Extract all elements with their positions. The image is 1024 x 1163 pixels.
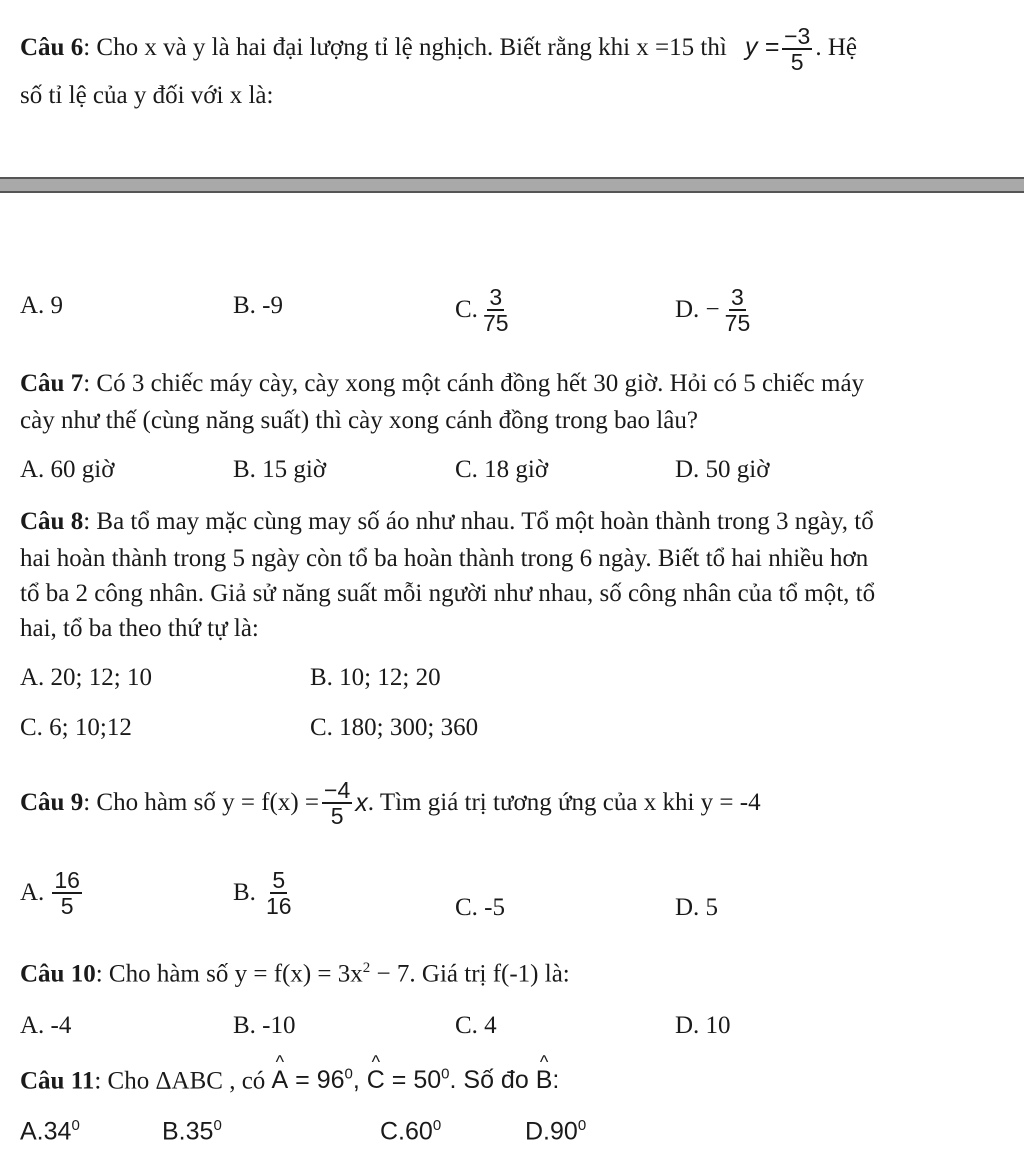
q6-frac-den: 5 [790, 49, 804, 76]
q7-option-b[interactable]: B. 15 giờ [233, 456, 327, 483]
q11-eq-a: = 96 [288, 1066, 345, 1095]
q9-frac-num: −4 [324, 777, 351, 803]
q10-text-a: : Cho hàm số y = f(x) = 3x [95, 960, 363, 988]
q6-label: Câu 6 [20, 33, 84, 61]
q6-opt-d-den: 75 [724, 310, 751, 337]
q11-label: Câu 11 [20, 1067, 95, 1095]
q9-label: Câu 9 [20, 789, 84, 817]
q8-option-c2[interactable]: C. 180; 300; 360 [310, 714, 479, 741]
q6-line2: số tỉ lệ của y đối với x là: [20, 82, 274, 109]
q9-opt-b-label: B. [233, 879, 256, 907]
q9-opt-b-num: 5 [272, 867, 286, 893]
q10-exponent: 2 [362, 960, 371, 976]
q8-line3: tổ ba 2 công nhân. Giả sử năng suất mỗi người như nhau, số công nhân của tổ một, tổ [20, 580, 876, 607]
q11-option-d[interactable] [525, 1117, 586, 1146]
q7-option-a[interactable]: A. 60 giờ [20, 456, 115, 483]
q7-option-d[interactable]: D. 50 giờ [675, 456, 770, 483]
q10-option-a[interactable]: A. -4 [20, 1012, 72, 1039]
q10-option-b[interactable]: B. -10 [233, 1012, 296, 1039]
q8-line4: hai, tổ ba theo thứ tự là: [20, 615, 259, 642]
q11-deg-c: 0 [441, 1066, 450, 1083]
q11-opt-b-deg: 0 [213, 1117, 222, 1134]
q8-text-1: : Ba tổ may mặc cùng may số áo như nhau. Tổ một hoàn thành trong 3 ngày, tổ [83, 508, 874, 535]
q6-opt-c-num: 3 [489, 284, 503, 310]
q6-opt-a-text: A. 9 [20, 292, 64, 319]
q10-label: Câu 10 [20, 960, 96, 988]
q8-line1 [20, 508, 874, 536]
q6-text-a: : Cho x và y là hai đại lượng tỉ lệ nghịch. Biết rằng khi x =15 thì [83, 33, 727, 61]
q6-option-a[interactable] [20, 292, 63, 320]
q11-angle-b: ^ B [536, 1066, 553, 1095]
q6-opt-d-label: D. − [675, 296, 720, 324]
q9-opt-b-fraction [264, 868, 294, 918]
q10-text-b: − 7. Giá trị f(-1) là: [370, 960, 570, 988]
q8-option-c[interactable]: C. 6; 10;12 [20, 714, 132, 741]
q11-opt-a-deg: 0 [71, 1117, 80, 1134]
q11-opt-c-text: C.60 [380, 1117, 433, 1146]
q9-opt-a-num: 16 [54, 867, 80, 893]
q7-line2: cày như thế (cùng năng suất) thì cày xong cánh đồng trong bao lâu? [20, 407, 698, 434]
q9-option-a[interactable] [20, 868, 85, 918]
q6-opt-d-fraction [723, 285, 753, 335]
q6-opt-c-fraction [481, 285, 511, 335]
q6-frac-num: −3 [784, 23, 811, 49]
q11-colon: : [552, 1066, 560, 1095]
q6-text-b: . Hệ [815, 33, 857, 61]
q6-option-b[interactable] [233, 292, 283, 320]
q6-opt-c-den: 75 [482, 310, 509, 337]
q11-opt-d-text: D.90 [525, 1117, 578, 1146]
q9-var: x [355, 788, 368, 817]
q11-sep: , [352, 1066, 360, 1095]
q10-option-d[interactable]: D. 10 [675, 1012, 731, 1039]
q11-eq-c: = 50 [384, 1066, 442, 1095]
q11-opt-d-deg: 0 [577, 1117, 587, 1134]
q11-option-a[interactable] [20, 1117, 80, 1146]
q10-line1 [20, 960, 570, 988]
q11-deg-a: 0 [344, 1066, 353, 1083]
q8-option-a[interactable]: A. 20; 12; 10 [20, 664, 152, 691]
q9-text-b: . Tìm giá trị tương ứng của x khi y = -4 [367, 789, 761, 817]
q9-text-a: : Cho hàm số y = f(x) = [83, 789, 320, 817]
q6-option-d[interactable] [675, 285, 755, 335]
q11-option-b[interactable] [162, 1117, 222, 1146]
q9-opt-b-den: 16 [265, 893, 292, 920]
q7-label: Câu 7 [20, 370, 84, 397]
q9-opt-a-den: 5 [60, 893, 74, 920]
q8-label: Câu 8 [20, 508, 84, 535]
q9-line1 [20, 778, 761, 828]
q7-text-1: : Có 3 chiếc máy cày, cày xong một cánh đồng hết 30 giờ. Hỏi có 5 chiếc máy [83, 370, 865, 397]
q11-opt-c-deg: 0 [432, 1117, 442, 1134]
q11-text-a: : Cho ΔABC , có [94, 1067, 266, 1095]
q6-y: y = [745, 32, 780, 61]
q9-option-c[interactable]: C. -5 [455, 894, 505, 921]
q9-opt-a-fraction [52, 868, 82, 918]
q7-option-c[interactable]: C. 18 giờ [455, 456, 549, 483]
q9-option-b[interactable] [233, 868, 297, 918]
q6-opt-d-num: 3 [731, 284, 744, 310]
q6-line1 [20, 24, 857, 74]
q8-line2: hai hoàn thành trong 5 ngày còn tổ ba hoàn thành trong 6 ngày. Biết tổ hai nhiều hơn [20, 545, 869, 572]
q11-angle-c: ^ C [367, 1066, 385, 1095]
q9-frac-den: 5 [330, 803, 344, 830]
q6-option-c[interactable] [455, 285, 514, 335]
q11-opt-b-text: B.35 [162, 1117, 214, 1146]
section-divider [0, 177, 1024, 193]
q6-fraction [782, 24, 812, 74]
q7-line1 [20, 370, 864, 398]
q9-option-d[interactable]: D. 5 [675, 894, 719, 921]
q6-opt-b-text: B. -9 [233, 292, 283, 319]
q6-opt-c-label: C. [455, 296, 478, 324]
q11-line1 [20, 1066, 559, 1095]
q9-fraction [322, 778, 352, 828]
q11-opt-a-text: A.34 [20, 1117, 72, 1146]
q11-angle-a: ^ A [272, 1066, 289, 1095]
q8-option-b[interactable]: B. 10; 12; 20 [310, 664, 441, 691]
q10-option-c[interactable]: C. 4 [455, 1012, 497, 1039]
q11-text-b: . Số đo [449, 1066, 529, 1095]
q9-opt-a-label: A. [20, 879, 45, 907]
q11-option-c[interactable] [380, 1117, 441, 1146]
